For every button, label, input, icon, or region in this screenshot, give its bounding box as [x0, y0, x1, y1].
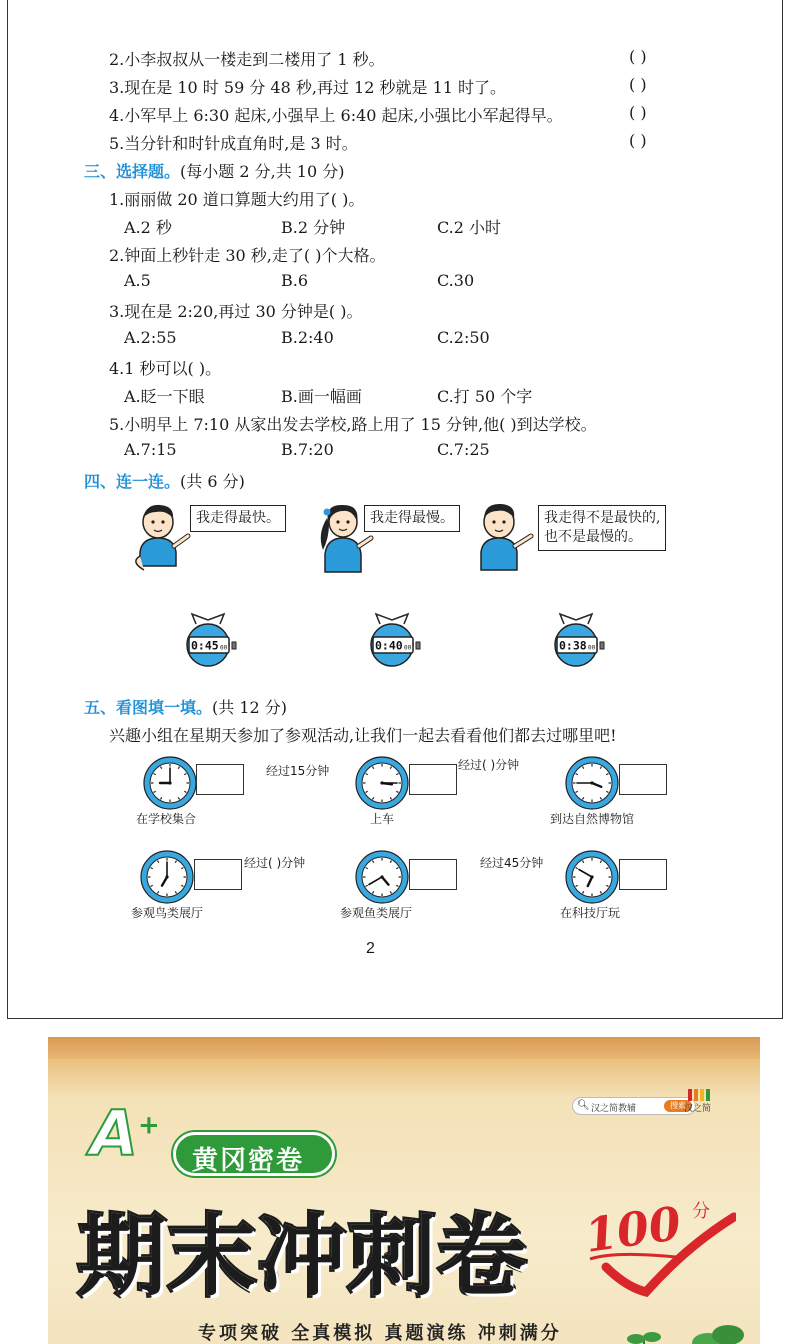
section5-score: (共 12 分): [212, 698, 288, 717]
mc-option-a[interactable]: A.眨一下眼: [124, 387, 205, 406]
search-button[interactable]: 搜索: [664, 1100, 692, 1112]
mc-option-a[interactable]: A.5: [124, 271, 151, 290]
book-icon: [686, 1087, 714, 1101]
publisher-name: 汉之简: [684, 1104, 712, 1114]
tf-item-5: 5.当分针和时针成直角时,是 3 时。: [109, 134, 358, 153]
mc-option-b[interactable]: B.2 分钟: [281, 218, 346, 237]
section3-title: 三、选择题。: [84, 162, 181, 181]
time-answer-box[interactable]: [619, 859, 667, 890]
time-answer-box[interactable]: [409, 859, 457, 890]
section3-score: (每小题 2 分,共 10 分): [180, 162, 345, 181]
tf-answer-blank[interactable]: ( ): [629, 75, 647, 94]
clock-caption: 到达自然博物馆: [550, 812, 635, 826]
section4-title: 四、连一连。: [84, 472, 181, 491]
section5-intro: 兴趣小组在星期天参加了参观活动,让我们一起去看看他们都去过哪里吧!: [109, 726, 617, 745]
arrow-label: 经过45分钟: [480, 856, 544, 870]
section5-title: 五、看图填一填。: [84, 698, 213, 717]
mc-option-a[interactable]: A.7:15: [124, 440, 177, 459]
mc-option-c[interactable]: C.2:50: [437, 328, 490, 347]
book-cover: [48, 1037, 760, 1344]
mc-question-5: 5.小明早上 7:10 从家出发去学校,路上用了 15 分钟,他( )到达学校。: [109, 415, 597, 434]
score-unit: 分: [692, 1201, 710, 1222]
clock-caption: 参观鸟类展厅: [131, 906, 204, 920]
cover-top-band: [48, 1037, 760, 1059]
mc-option-c[interactable]: C.7:25: [437, 440, 490, 459]
arrow-label: 经过15分钟: [266, 764, 330, 778]
section3-heading: [84, 159, 344, 182]
mc-option-b[interactable]: B.画一幅画: [281, 387, 362, 406]
mc-option-b[interactable]: B.7:20: [281, 440, 334, 459]
tf-answer-blank[interactable]: ( ): [629, 131, 647, 150]
cover-title: 期末冲刺卷: [78, 1205, 529, 1308]
publisher-logo: [684, 1087, 714, 1114]
section4-score: (共 6 分): [180, 472, 245, 491]
page-number: 2: [366, 940, 375, 957]
stopwatch-icon: [362, 612, 422, 668]
mc-option-c[interactable]: C.2 小时: [437, 218, 502, 237]
search-icon: 🔍︎: [577, 1100, 590, 1111]
score-number: 100: [581, 1195, 685, 1263]
stopwatch-icon: [178, 612, 238, 668]
tf-item-2: 2.小李叔叔从一楼走到二楼用了 1 秒。: [109, 50, 385, 69]
mc-option-c[interactable]: C.打 50 个字: [437, 387, 533, 406]
clock-caption: 在学校集合: [136, 812, 197, 826]
a-plus-logo: A+: [90, 1097, 160, 1170]
analog-clock-icon: [139, 849, 195, 905]
analog-clock-icon: [564, 849, 620, 905]
mc-option-b[interactable]: B.6: [281, 271, 309, 290]
time-answer-box[interactable]: [619, 764, 667, 795]
tf-item-4: 4.小军早上 6:30 起床,小强早上 6:40 起床,小强比小军起得早。: [109, 106, 563, 125]
arrow-label: 经过( )分钟: [458, 758, 520, 772]
arrow-label: 经过( )分钟: [244, 856, 306, 870]
speech-bubble-slowest: 我走得最慢。: [364, 505, 460, 532]
mc-option-a[interactable]: A.2:55: [124, 328, 177, 347]
worksheet-page: [7, 0, 783, 1019]
mc-question-1: 1.丽丽做 20 道口算题大约用了( )。: [109, 190, 365, 209]
series-badge: [173, 1132, 335, 1176]
time-answer-box[interactable]: [409, 764, 457, 795]
clock-caption: 上车: [370, 812, 395, 826]
section4-heading: [84, 469, 245, 492]
section5-heading: [84, 695, 287, 718]
stopwatch-reading: 0:45: [191, 638, 219, 653]
stopwatch-icon: [546, 612, 606, 668]
clock-caption: 在科技厅玩: [560, 906, 621, 920]
stopwatch-reading: 0:38: [559, 638, 587, 653]
series-name: 黄冈密卷: [192, 1146, 305, 1176]
time-answer-box[interactable]: [194, 859, 242, 890]
clock-caption: 参观鱼类展厅: [340, 906, 413, 920]
tf-answer-blank[interactable]: ( ): [629, 103, 647, 122]
tf-item-3: 3.现在是 10 时 59 分 48 秒,再过 12 秒就是 11 时了。: [109, 78, 507, 97]
svg-text:00: 00: [220, 644, 228, 652]
search-text: 汉之简教辅: [591, 1104, 637, 1114]
score-100-badge: [576, 1187, 736, 1297]
cover-tagline: 专项突破 全真模拟 真题演练 冲刺满分: [198, 1323, 562, 1344]
speech-bubble-line-1: 我走得不是最快的,: [544, 510, 661, 526]
mc-option-c[interactable]: C.30: [437, 271, 475, 290]
tf-answer-blank[interactable]: ( ): [629, 47, 647, 66]
svg-text:00: 00: [588, 644, 596, 652]
analog-clock-icon: [142, 755, 198, 811]
time-answer-box[interactable]: [196, 764, 244, 795]
analog-clock-icon: [354, 755, 410, 811]
speech-bubble-middle: [538, 505, 666, 551]
search-bar[interactable]: [572, 1097, 696, 1115]
mc-question-2: 2.钟面上秒针走 30 秒,走了( )个大格。: [109, 246, 386, 265]
analog-clock-icon: [564, 755, 620, 811]
analog-clock-icon: [354, 849, 410, 905]
plant-icon: [624, 1325, 664, 1344]
speech-bubble-fastest: 我走得最快。: [190, 505, 286, 532]
mc-question-4: 4.1 秒可以( )。: [109, 359, 222, 378]
stopwatch-reading: 0:40: [375, 638, 403, 653]
svg-text:00: 00: [404, 644, 412, 652]
mc-question-3: 3.现在是 2:20,再过 30 分钟是( )。: [109, 302, 363, 321]
boy-character-icon: [467, 500, 543, 576]
leaf-icon: [688, 1313, 748, 1344]
speech-bubble-line-2: 也不是最慢的。: [544, 529, 642, 545]
mc-option-a[interactable]: A.2 秒: [124, 218, 172, 237]
mc-option-b[interactable]: B.2:40: [281, 328, 334, 347]
